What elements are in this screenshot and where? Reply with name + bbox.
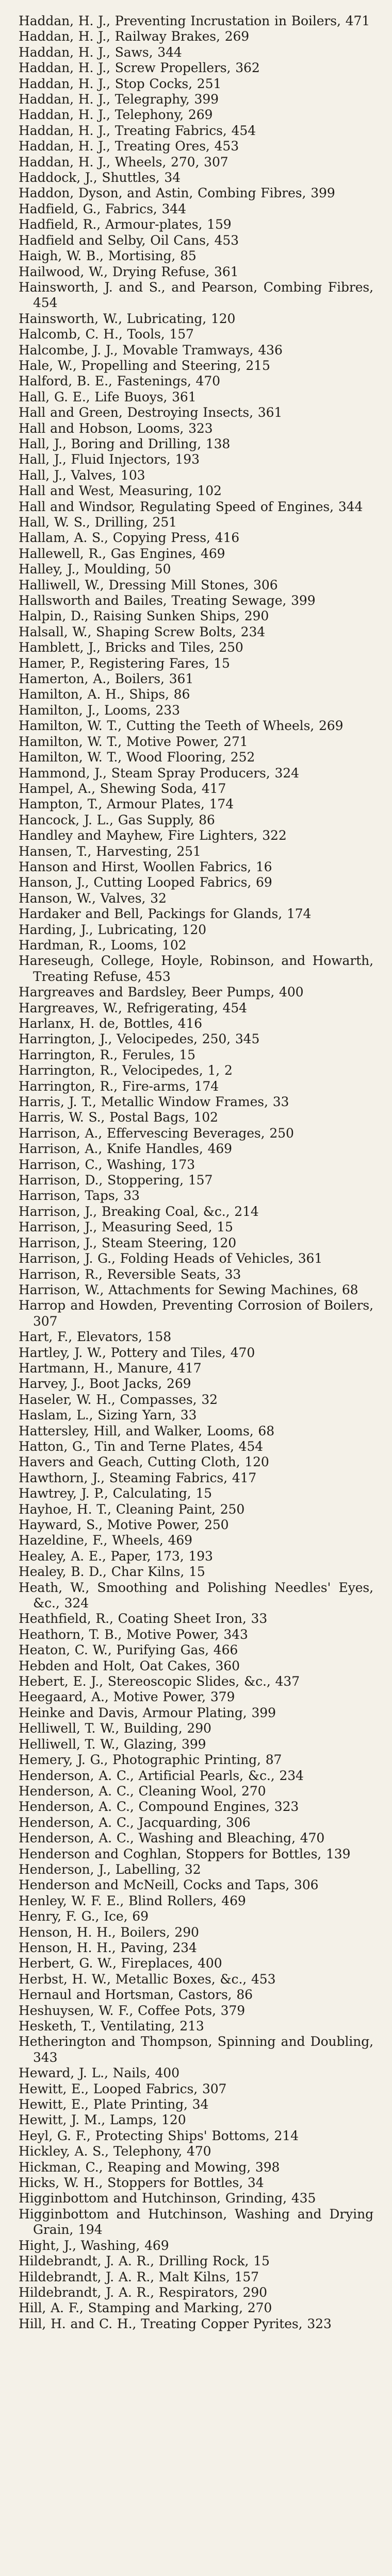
index-entry: Hadfield, R., Armour-plates, 159 [19,217,232,232]
index-entry: Halcombe, J. J., Movable Tramways, 436 [19,342,283,358]
index-entry: Hall and Windsor, Regulating Speed of Engines, 344 [19,499,363,514]
index-entry: Harrison, Taps, 33 [19,1188,140,1204]
index-entry: Hewitt, E., Plate Printing, 34 [19,2097,209,2112]
index-entry: Haddan, H. J., Railway Brakes, 269 [19,29,250,44]
index-entry: Hatton, G., Tin and Terne Plates, 454 [19,1438,264,1454]
index-entry: Healey, B. D., Char Kilns, 15 [19,1564,205,1580]
index-entry: Hampton, T., Armour Plates, 174 [19,796,234,812]
index-entry: Harding, J., Lubricating, 120 [19,922,206,937]
index-entry: Hamilton, A. H., Ships, 86 [19,687,190,702]
index-entry: Hickley, A. S., Telephony, 470 [19,2144,211,2159]
index-entry: Hartmann, H., Manure, 417 [19,1360,202,1376]
index-entry: Harris, W. S., Postal Bags, 102 [19,1110,218,1125]
index-entry: Hadfield, G., Fabrics, 344 [19,201,186,216]
index-entry: Haddan, H. J., Preventing Incrustation in Boilers, 471 [19,13,370,28]
index-entry: Haddan, H. J., Saws, 344 [19,44,182,60]
index-entry: Hazeldine, F., Wheels, 469 [19,1533,192,1548]
index-entry: Halley, J., Moulding, 50 [19,562,171,577]
index-entry: Heathorn, T. B., Motive Power, 343 [19,1626,248,1642]
index-entry: Haddock, J., Shuttles, 34 [19,170,181,185]
index-entry: Hesketh, T., Ventilating, 213 [19,2019,204,2033]
index-entry: Halpin, D., Raising Sunken Ships, 290 [19,608,269,624]
index-entry: Hareseugh, College, Hoyle, Robinson, and Howarth, Treating Refuse, 453 [19,953,373,984]
index-entry: Hildebrandt, J. A. R., Malt Kilns, 157 [19,2269,259,2284]
index-entry: Harrison, A., Effervescing Beverages, 250 [19,1125,294,1141]
index-entry: Henry, F. G., Ice, 69 [19,1909,149,1924]
index-entry: Henderson, A. C., Jacquarding, 306 [19,1815,251,1830]
index-entry: Heegaard, A., Motive Power, 379 [19,1689,235,1705]
index-entry: Herbst, H. W., Metallic Boxes, &c., 453 [19,1971,276,1987]
index-entry: Harrison, A., Knife Handles, 469 [19,1141,232,1157]
index-entry: Henson, H. H., Paving, 234 [19,1940,197,1955]
index-entry: Higginbottom and Hutchinson, Grinding, 435 [19,2191,316,2206]
index-entry: Hemery, J. G., Photographic Printing, 87 [19,1752,282,1768]
index-entry: Hall, J., Fluid Injectors, 193 [19,452,200,467]
index-entry: Haseler, W. H., Compasses, 32 [19,1392,218,1407]
index-entry: Hammond, J., Steam Spray Producers, 324 [19,765,299,781]
index-entry: Hart, F., Elevators, 158 [19,1329,172,1345]
index-entry: Hight, J., Washing, 469 [19,2238,169,2253]
index-entry: Hawthorn, J., Steaming Fabrics, 417 [19,1470,257,1485]
index-entry: Halcomb, C. H., Tools, 157 [19,327,194,342]
index-entry: Harrington, R., Velocipedes, 1, 2 [19,1063,233,1078]
index-entry: Heshuysen, W. F., Coffee Pots, 379 [19,2003,246,2018]
index-entry: Hayward, S., Motive Power, 250 [19,1517,229,1532]
index-entry: Haddan, H. J., Wheels, 270, 307 [19,154,228,170]
index-entry: Heward, J. L., Nails, 400 [19,2065,179,2081]
index-entry: Hall and Green, Destroying Insects, 361 [19,405,283,420]
index-entry: Harrop and Howden, Preventing Corrosion of Boilers, 307 [19,1298,373,1329]
index-entry: Hale, W., Propelling and Steering, 215 [19,358,270,373]
index-entry: Hamilton, J., Looms, 233 [19,702,180,718]
index-entry: Handley and Mayhew, Fire Lighters, 322 [19,828,287,843]
index-entry: Hainsworth, J. and S., and Pearson, Combing Fibres, 454 [19,279,373,311]
index-entry: Harrington, J., Velocipedes, 250, 345 [19,1031,260,1047]
index-entry: Hall and West, Measuring, 102 [19,483,222,499]
index-entry: Harrington, R., Fire-arms, 174 [19,1078,219,1094]
index-entry: Hainsworth, W., Lubricating, 120 [19,311,236,326]
index-entry: Harvey, J., Boot Jacks, 269 [19,1376,191,1392]
index-entry: Hill, A. F., Stamping and Marking, 270 [19,2300,272,2316]
index-entry: Hildebrandt, J. A. R., Respirators, 290 [19,2284,267,2300]
index-entry: Harrison, W., Attachments for Sewing Machines, 68 [19,1282,358,1297]
index-entry: Hanson, W., Valves, 32 [19,890,167,906]
index-entry: Haigh, W. B., Mortising, 85 [19,248,197,264]
index-entry: Hebden and Holt, Oat Cakes, 360 [19,1658,240,1673]
index-entry: Hall and Hobson, Looms, 323 [19,420,213,436]
index-entry: Haddan, H. J., Stop Cocks, 251 [19,76,222,91]
index-entry: Harris, J. T., Metallic Window Frames, 33 [19,1094,289,1110]
index-entry: Harrison, J., Breaking Coal, &c., 214 [19,1204,259,1219]
index-entry: Harrison, J. G., Folding Heads of Vehicles, 361 [19,1251,323,1266]
index-entry: Hicks, W. H., Stoppers for Bottles, 34 [19,2175,264,2191]
index-entry: Harrison, J., Steam Steering, 120 [19,1235,237,1250]
index-entry: Henley, W. F. E., Blind Rollers, 469 [19,1893,246,1908]
index-entry: Hildebrandt, J. A. R., Drilling Rock, 15 [19,2253,270,2269]
index-entry: Healey, A. E., Paper, 173, 193 [19,1548,213,1564]
index-entry: Halliwell, W., Dressing Mill Stones, 306 [19,577,278,592]
index-entry: Henderson and McNeill, Cocks and Taps, 306 [19,1877,319,1893]
index-entry: Hawtrey, J. P., Calculating, 15 [19,1486,212,1501]
index-entry: Hartley, J. W., Pottery and Tiles, 470 [19,1345,255,1360]
index-entry: Hebert, E. J., Stereoscopic Slides, &c., 437 [19,1674,300,1689]
index-entry: Heinke and Davis, Armour Plating, 399 [19,1705,276,1720]
index-entry: Hattersley, Hill, and Walker, Looms, 68 [19,1423,275,1438]
index-entry: Heaton, C. W., Purifying Gas, 466 [19,1642,238,1658]
index-entry: Harrison, C., Washing, 173 [19,1157,195,1172]
index-entry: Hallam, A. S., Copying Press, 416 [19,530,240,546]
index-entry: Hamerton, A., Boilers, 361 [19,671,194,687]
index-entry: Higginbottom and Hutchinson, Washing and Drying Grain, 194 [19,2206,373,2238]
index-entry: Hardaker and Bell, Packings for Glands, 174 [19,906,312,922]
index-entry: Harrison, J., Measuring Seed, 15 [19,1219,233,1235]
index-entry: Hamblett, J., Bricks and Tiles, 250 [19,640,243,655]
index-entry: Hailwood, W., Drying Refuse, 361 [19,264,239,279]
index-entry: Hardman, R., Looms, 102 [19,937,187,953]
index-entry: Henderson, A. C., Cleaning Wool, 270 [19,1783,266,1799]
index-entry: Hanson, J., Cutting Looped Fabrics, 69 [19,875,272,890]
index-entry: Henderson, A. C., Compound Engines, 323 [19,1799,299,1815]
index-entry: Heyl, G. F., Protecting Ships' Bottoms, 214 [19,2128,299,2143]
index-entry: Harrington, R., Ferules, 15 [19,1047,195,1062]
index-entry: Hernaul and Hortsman, Castors, 86 [19,1987,253,2003]
index-entry: Hamer, P., Registering Fares, 15 [19,655,230,671]
index-entry: Havers and Geach, Cutting Cloth, 120 [19,1454,269,1470]
index-entry: Hetherington and Thompson, Spinning and Doubling, 343 [19,2034,373,2065]
index-entry: Haslam, L., Sizing Yarn, 33 [19,1408,197,1423]
index-entry: Heath, W., Smoothing and Polishing Needles' Eyes, &c., 324 [19,1580,373,1611]
index-entry: Hall, G. E., Life Buoys, 361 [19,389,197,404]
index-entry: Heathfield, R., Coating Sheet Iron, 33 [19,1611,268,1626]
index-entry: Harrison, R., Reversible Seats, 33 [19,1266,241,1282]
index-entry: Hargreaves and Bardsley, Beer Pumps, 400 [19,985,304,1000]
index-entry: Herbert, G. W., Fireplaces, 400 [19,1956,222,1971]
index-entry: Hall, J., Boring and Drilling, 138 [19,436,231,451]
index-entry: Henderson, A. C., Washing and Bleaching, 470 [19,1831,325,1846]
index-entry: Hargreaves, W., Refrigerating, 454 [19,1000,247,1015]
index-entry: Helliwell, T. W., Glazing, 399 [19,1736,206,1752]
index-entry: Hampel, A., Shewing Soda, 417 [19,781,226,796]
index-entry: Hamilton, W. T., Cutting the Teeth of Wheels, 269 [19,718,344,734]
index-entry: Hayhoe, H. T., Cleaning Paint, 250 [19,1501,245,1517]
index-entry: Halford, B. E., Fastenings, 470 [19,374,220,389]
index-entry: Hansen, T., Harvesting, 251 [19,843,201,859]
index-entry: Henderson, A. C., Artificial Pearls, &c., 234 [19,1768,304,1783]
index-entry: Hewitt, J. M., Lamps, 120 [19,2112,186,2128]
index-entry: Hallsworth and Bailes, Treating Sewage, 399 [19,593,316,608]
index-entry: Harrison, D., Stoppering, 157 [19,1173,213,1188]
index-entry: Haddon, Dyson, and Astin, Combing Fibres, 399 [19,185,335,201]
index-entry: Henson, H. H., Boilers, 290 [19,1924,199,1940]
index-entry: Henderson, J., Labelling, 32 [19,1861,201,1877]
index-entry: Henderson and Coghlan, Stoppers for Bottles, 139 [19,1846,351,1861]
index-entry: Haddan, H. J., Treating Ores, 453 [19,139,239,154]
index-entry: Haddan, H. J., Telegraphy, 399 [19,92,219,107]
index-entry: Hamilton, W. T., Motive Power, 271 [19,734,248,749]
index-entry: Hancock, J. L., Gas Supply, 86 [19,812,215,827]
index-entry: Hadfield and Selby, Oil Cans, 453 [19,232,239,248]
index-entry: Haddan, H. J., Telephony, 269 [19,107,213,123]
index-entry: Hamilton, W. T., Wood Flooring, 252 [19,750,255,765]
index-entry: Hanson and Hirst, Woollen Fabrics, 16 [19,859,272,874]
index-entry: Haddan, H. J., Screw Propellers, 362 [19,60,260,76]
index-entry: Hill, H. and C. H., Treating Copper Pyrites, 323 [19,2316,332,2331]
index-entry: Hall, J., Valves, 103 [19,467,145,483]
index-entry: Helliwell, T. W., Building, 290 [19,1721,211,1736]
index-entry: Hall, W. S., Drilling, 251 [19,515,177,530]
index-entry: Hallewell, R., Gas Engines, 469 [19,546,225,561]
index-entry: Hickman, C., Reaping and Mowing, 398 [19,2159,280,2175]
index-entry: Halsall, W., Shaping Screw Bolts, 234 [19,624,266,639]
index-entry: Hewitt, E., Looped Fabrics, 307 [19,2081,227,2096]
index-entry: Harlanx, H. de, Bottles, 416 [19,1016,202,1031]
index-entry: Haddan, H. J., Treating Fabrics, 454 [19,123,256,138]
index-entry-list [19,13,373,2332]
